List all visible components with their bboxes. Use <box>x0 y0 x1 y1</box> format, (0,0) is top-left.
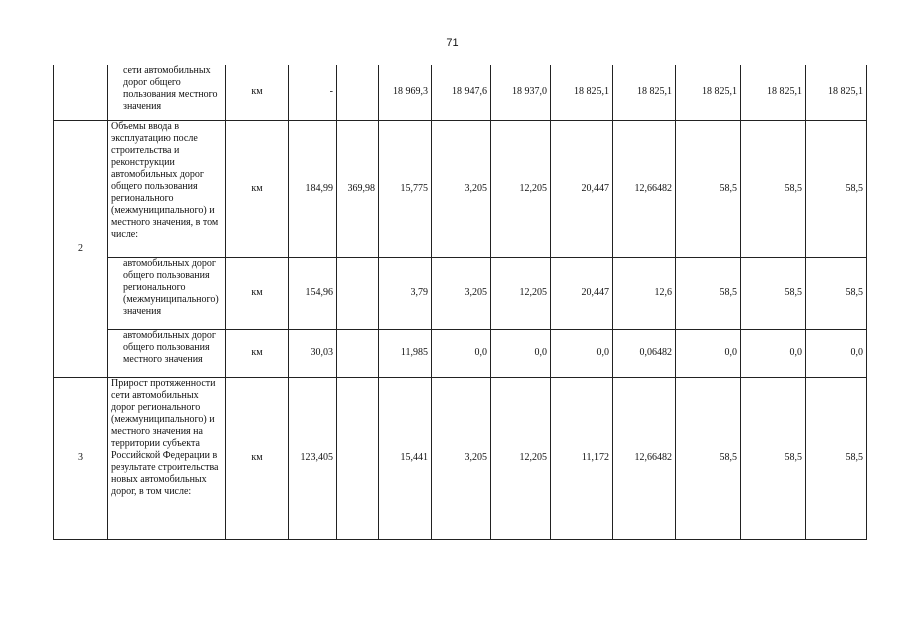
value-cell: - <box>289 65 337 120</box>
row-number-cell: 2 <box>54 120 108 377</box>
unit-cell: км <box>226 120 289 257</box>
value-cell: 12,66482 <box>613 120 676 257</box>
indicator-name-cell: Прирост протяженности сети автомобильных дорог регионального (межмуниципального) и местного значения на территории субъекта Российской Федерации в результате строительства новых автомобильных дорог, в том числе: <box>108 377 226 539</box>
value-cell: 58,5 <box>741 257 806 329</box>
value-cell: 154,96 <box>289 257 337 329</box>
table-row <box>54 120 867 257</box>
value-cell: 58,5 <box>806 120 867 257</box>
value-cell: 18 969,3 <box>379 65 432 120</box>
value-cell: 30,03 <box>289 329 337 377</box>
value-cell: 58,5 <box>806 257 867 329</box>
value-cell: 0,0 <box>676 329 741 377</box>
value-cell: 18 937,0 <box>491 65 551 120</box>
value-cell: 3,205 <box>432 377 491 539</box>
unit-cell: км <box>226 65 289 120</box>
value-cell: 0,0 <box>491 329 551 377</box>
value-cell: 11,985 <box>379 329 432 377</box>
value-cell: 11,172 <box>551 377 613 539</box>
value-cell: 18 947,6 <box>432 65 491 120</box>
unit-cell: км <box>226 329 289 377</box>
indicators-table <box>53 65 867 540</box>
value-cell: 3,79 <box>379 257 432 329</box>
value-cell: 58,5 <box>741 377 806 539</box>
value-cell: 123,405 <box>289 377 337 539</box>
value-cell: 0,0 <box>741 329 806 377</box>
indicator-name-cell: сети автомобильных дорог общего пользования местного значения <box>108 65 226 120</box>
value-cell: 12,205 <box>491 377 551 539</box>
indicator-name-cell: Объемы ввода в эксплуатацию после строительства и реконструкции автомобильных дорог общего пользования регионального (межмуниципального) и местного значения, в том числе: <box>108 120 226 257</box>
value-cell: 20,447 <box>551 120 613 257</box>
value-cell <box>337 257 379 329</box>
value-cell: 12,205 <box>491 257 551 329</box>
unit-cell: км <box>226 257 289 329</box>
value-cell: 18 825,1 <box>741 65 806 120</box>
value-cell: 58,5 <box>676 257 741 329</box>
value-cell: 18 825,1 <box>613 65 676 120</box>
value-cell: 58,5 <box>676 377 741 539</box>
row-number-cell: 3 <box>54 377 108 539</box>
value-cell: 12,6 <box>613 257 676 329</box>
value-cell: 18 825,1 <box>676 65 741 120</box>
indicator-name-cell: автомобильных дорог общего пользования местного значения <box>108 329 226 377</box>
value-cell: 58,5 <box>741 120 806 257</box>
value-cell <box>337 377 379 539</box>
value-cell: 18 825,1 <box>551 65 613 120</box>
unit-cell: км <box>226 377 289 539</box>
indicator-name-cell: автомобильных дорог общего пользования регионального (межмуниципального) значения <box>108 257 226 329</box>
value-cell: 0,06482 <box>613 329 676 377</box>
value-cell <box>337 65 379 120</box>
value-cell: 369,98 <box>337 120 379 257</box>
value-cell: 184,99 <box>289 120 337 257</box>
value-cell: 0,0 <box>551 329 613 377</box>
table-row <box>54 257 867 329</box>
table-row <box>54 65 867 120</box>
value-cell: 0,0 <box>432 329 491 377</box>
value-cell: 3,205 <box>432 120 491 257</box>
value-cell <box>337 329 379 377</box>
value-cell: 12,66482 <box>613 377 676 539</box>
page-number: 71 <box>446 37 459 49</box>
value-cell: 58,5 <box>676 120 741 257</box>
value-cell: 20,447 <box>551 257 613 329</box>
value-cell: 12,205 <box>491 120 551 257</box>
value-cell: 3,205 <box>432 257 491 329</box>
value-cell: 0,0 <box>806 329 867 377</box>
table-row <box>54 329 867 377</box>
table-row <box>54 377 867 539</box>
value-cell: 58,5 <box>806 377 867 539</box>
value-cell: 15,441 <box>379 377 432 539</box>
value-cell: 18 825,1 <box>806 65 867 120</box>
row-number-cell <box>54 65 108 120</box>
value-cell: 15,775 <box>379 120 432 257</box>
